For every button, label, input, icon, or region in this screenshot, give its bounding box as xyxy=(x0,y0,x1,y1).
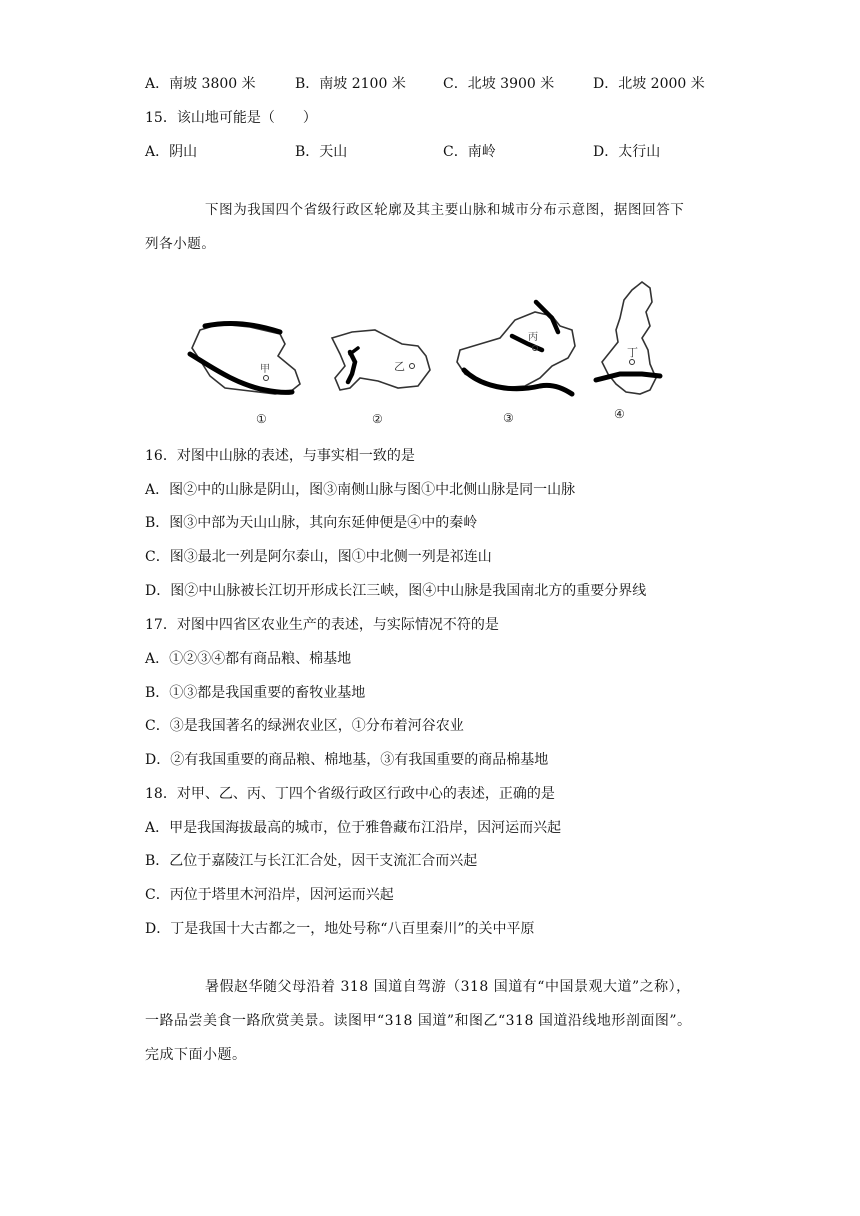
map1-city-label: 甲 xyxy=(260,364,270,375)
intro2-line3: 完成下面小题。 xyxy=(145,1047,247,1063)
q14-options xyxy=(145,73,745,93)
q15-options xyxy=(145,141,745,161)
q14-option-b[interactable]: B．南坡 2100 米 xyxy=(295,76,406,92)
q17-option-a[interactable]: A．①②③④都有商品粮、棉基地 xyxy=(145,651,352,667)
map1-city-dot xyxy=(264,376,269,381)
map4-number: ④ xyxy=(614,407,625,421)
province-maps-figure xyxy=(180,278,670,428)
map-3 xyxy=(457,302,575,425)
map3-north-range xyxy=(536,302,558,332)
map4-city-dot xyxy=(630,360,635,365)
q16-option-c[interactable]: C．图③最北一列是阿尔泰山，图①中北侧一列是祁连山 xyxy=(145,549,492,565)
intro2-line2: 一路品尝美食一路欣赏美景。读图甲“318 国道”和图乙“318 国道沿线地形剖面图”。 xyxy=(145,1013,692,1029)
map-2 xyxy=(332,330,430,426)
q16-option-a[interactable]: A．图②中的山脉是阴山，图③南侧山脉与图①中北侧山脉是同一山脉 xyxy=(145,482,576,498)
map3-city-label: 丙 xyxy=(528,332,538,343)
q18-stem: 18．对甲、乙、丙、丁四个省级行政区行政中心的表述，正确的是 xyxy=(145,786,555,802)
q16-option-b[interactable]: B．图③中部为天山山脉，其向东延伸便是④中的秦岭 xyxy=(145,515,478,531)
map1-north-range xyxy=(205,324,280,332)
q18-option-d[interactable]: D．丁是我国十大古都之一，地处号称“八百里秦川”的关中平原 xyxy=(145,921,535,937)
map-4 xyxy=(596,282,660,421)
q18-option-a[interactable]: A．甲是我国海拔最高的城市，位于雅鲁藏布江沿岸，因河运而兴起 xyxy=(145,820,562,836)
q17-stem: 17．对图中四省区农业生产的表述，与实际情况不符的是 xyxy=(145,617,499,633)
q15-option-d[interactable]: D．太行山 xyxy=(593,144,661,160)
map-1 xyxy=(190,324,300,426)
q17-option-c[interactable]: C．③是我国著名的绿洲农业区，①分布着河谷农业 xyxy=(145,718,464,734)
q18-option-b[interactable]: B．乙位于嘉陵江与长江汇合处，因干支流汇合而兴起 xyxy=(145,853,478,869)
q18-option-c[interactable]: C．丙位于塔里木河沿岸，因河运而兴起 xyxy=(145,887,394,903)
map3-south-range xyxy=(464,370,572,394)
q16-stem: 16．对图中山脉的表述，与事实相一致的是 xyxy=(145,448,415,464)
map1-number: ① xyxy=(256,412,267,426)
map2-city-dot xyxy=(410,364,415,369)
map4-city-label: 丁 xyxy=(627,346,638,359)
map3-number: ③ xyxy=(503,411,514,425)
map4-range xyxy=(596,374,660,380)
q15-stem: 15．该山地可能是（ ） xyxy=(145,110,317,126)
q14-option-a[interactable]: A．南坡 3800 米 xyxy=(145,76,256,92)
map1-south-range xyxy=(190,354,292,392)
map2-range-tip xyxy=(350,348,358,354)
q15-option-b[interactable]: B．天山 xyxy=(295,144,348,160)
q14-option-c[interactable]: C．北坡 3900 米 xyxy=(443,76,555,92)
map2-number: ② xyxy=(372,412,383,426)
map2-range xyxy=(348,352,355,382)
q17-option-b[interactable]: B．①③都是我国重要的畜牧业基地 xyxy=(145,685,366,701)
intro2-line1: 暑假赵华随父母沿着 318 国道自驾游（318 国道有“中国景观大道”之称）， xyxy=(205,979,691,995)
q14-option-d[interactable]: D．北坡 2000 米 xyxy=(593,76,705,92)
intro1-line1: 下图为我国四个省级行政区轮廓及其主要山脉和城市分布示意图，据图回答下 xyxy=(205,202,685,218)
q15-option-a[interactable]: A．阴山 xyxy=(145,144,198,160)
q17-option-d[interactable]: D．②有我国重要的商品粮、棉地基，③有我国重要的商品棉基地 xyxy=(145,752,549,768)
q15-option-c[interactable]: C．南岭 xyxy=(443,144,496,160)
map2-city-label: 乙 xyxy=(394,360,405,373)
q16-option-d[interactable]: D．图②中山脉被长江切开形成长江三峡，图④中山脉是我国南北方的重要分界线 xyxy=(145,583,647,599)
intro1-line2: 列各小题。 xyxy=(145,236,216,252)
